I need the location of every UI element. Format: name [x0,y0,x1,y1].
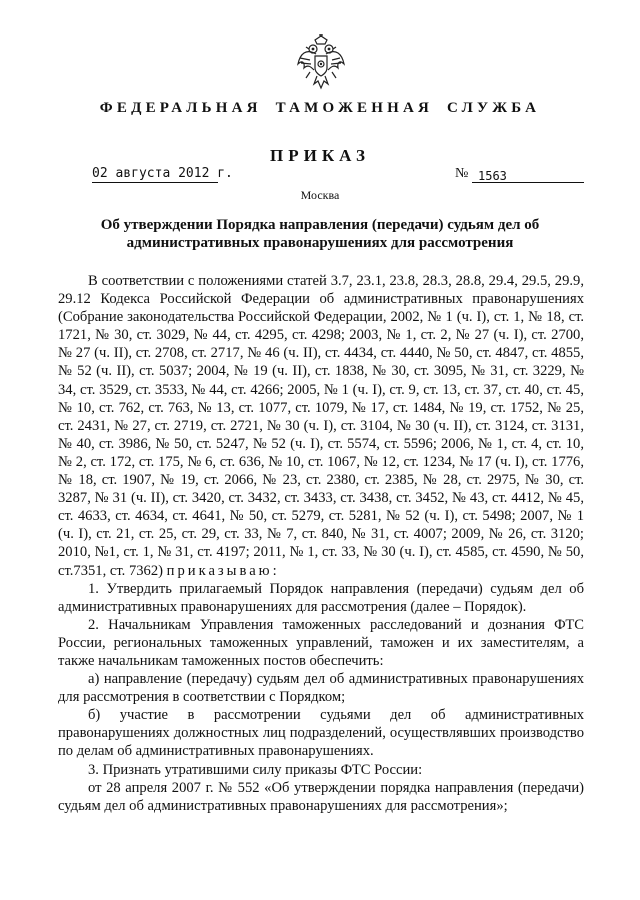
item-1-paragraph: 1. Утвердить прилагаемый Порядок направления (передачи) судьям дел об административных правонарушениях для рассмотрения (далее – Порядок). [58,580,584,615]
date-underline [92,182,218,183]
number-underline [472,182,584,183]
order-date: 02 августа 2012 г. [92,166,233,181]
item-2-paragraph: 2. Начальникам Управления таможенных расследований и дознания ФТС России, региональных таможенных управлений, таможен и их заместителям, а также начальникам таможенных постов обеспечить: [58,616,584,669]
item-3a-paragraph: от 28 апреля 2007 г. № 552 «Об утверждении порядка направления (передачи) судьям дел об административных правонарушениях для рассмотрения»; [58,779,584,814]
agency-name: ФЕДЕРАЛЬНАЯ ТАМОЖЕННАЯ СЛУЖБА [99,100,541,116]
coat-of-arms-emblem [296,34,346,92]
preamble-paragraph [58,272,584,580]
number-sign: № [455,166,469,181]
document-body [58,272,584,815]
item-2b-paragraph: б) участие в рассмотрении судьями дел об административных правонарушениях должностных лиц подразделений, осуществлявших производство по делам об административных правонарушениях. [58,707,584,760]
preamble-text: В соответствии с положениями статей 3.7, 23.1, 23.8, 28.3, 28.8, 29.4, 29.5, 29.9, 29.12 Кодекса Российской Федерации об административных правонарушениях (Собрание законодательства Российской Федерации, 2002, № 1 (ч. I), ст. 1, № 18, ст. 1721, № 30, ст. 3029, № 44, ст. 4295, ст. 4298; 2003, № 1, ст. 2, № 27 (ч. I), ст. 2700, № 27 (ч. II), ст. 2708, ст. 2717, № 46 (ч. II), ст. 4434, ст. 4440, № 50, ст. 4847, ст. 4855, № 52 (ч. II), ст. 5037; 2004, № 19 (ч. II), ст. 1838, № 30, ст. 3095, № 31, ст. 3229, № 34, ст. 3529, ст. 3533, № 44, ст. 4266; 2005, № 1 (ч. I), ст. 9, ст. 13, ст. 37, ст. 40, ст. 45, № 10, ст. 762, ст. 763, № 13, ст. 1077, ст. 1079, № 17, ст. 1484, № 19, ст. 1752, № 25, ст. 2431, № 27, ст. 2719, ст. 2721, № 30 (ч. I), ст. 3104, № 30 (ч. II), ст. 3124, ст. 3131, № 40, ст. 3986, № 50, ст. 5247, № 52 (ч. I), ст. 5574, ст. 5596; 2006, № 1, ст. 4, ст. 10, № 2, ст. 172, ст. 175, № 6, ст. 636, № 10, ст. 1067, № 12, ст. 1234, № 17 (ч. I), ст. 1776, № 18, ст. 1907, № 19, ст. 2066, № 23, ст. 2380, ст. 2385, № 28, ст. 2975, № 30, ст. 3287, № 31 (ч. II), ст. 3420, ст. 3432, ст. 3433, ст. 3438, ст. 3452, № 43, ст. 4412, № 45, ст. 4633, ст. 4634, ст. 4641, № 50, ст. 5279, ст. 5281, № 52 (ч. I), ст. 5498; 2007, № 1 (ч. I), ст. 21, ст. 25, ст. 29, ст. 33, № 7, ст. 840, № 31, ст. 4007; 2009, № 26, ст. 3120; 2010, №1, ст. 1, № 31, ст. 4197; 2011, № 1, ст. 33, № 30 (ч. I), ст. 4585, ст. 4590, № 50, ст.7351, ст. 7362) [58,273,584,579]
order-word: приказываю: [166,562,280,579]
document-heading: Об утверждении Порядка направления (передачи) судьям дел об административных правонарушениях для рассмотрения [100,217,540,251]
order-title: ПРИКАЗ [270,146,370,165]
item-2a-paragraph: а) направление (передачу) судьям дел об административных правонарушениях для рассмотрения в соответствии с Порядком; [58,671,584,706]
item-3-paragraph: 3. Признать утратившими силу приказы ФТС России: [88,761,423,778]
order-number: 1563 [478,169,507,183]
city-name: Москва [300,188,340,202]
